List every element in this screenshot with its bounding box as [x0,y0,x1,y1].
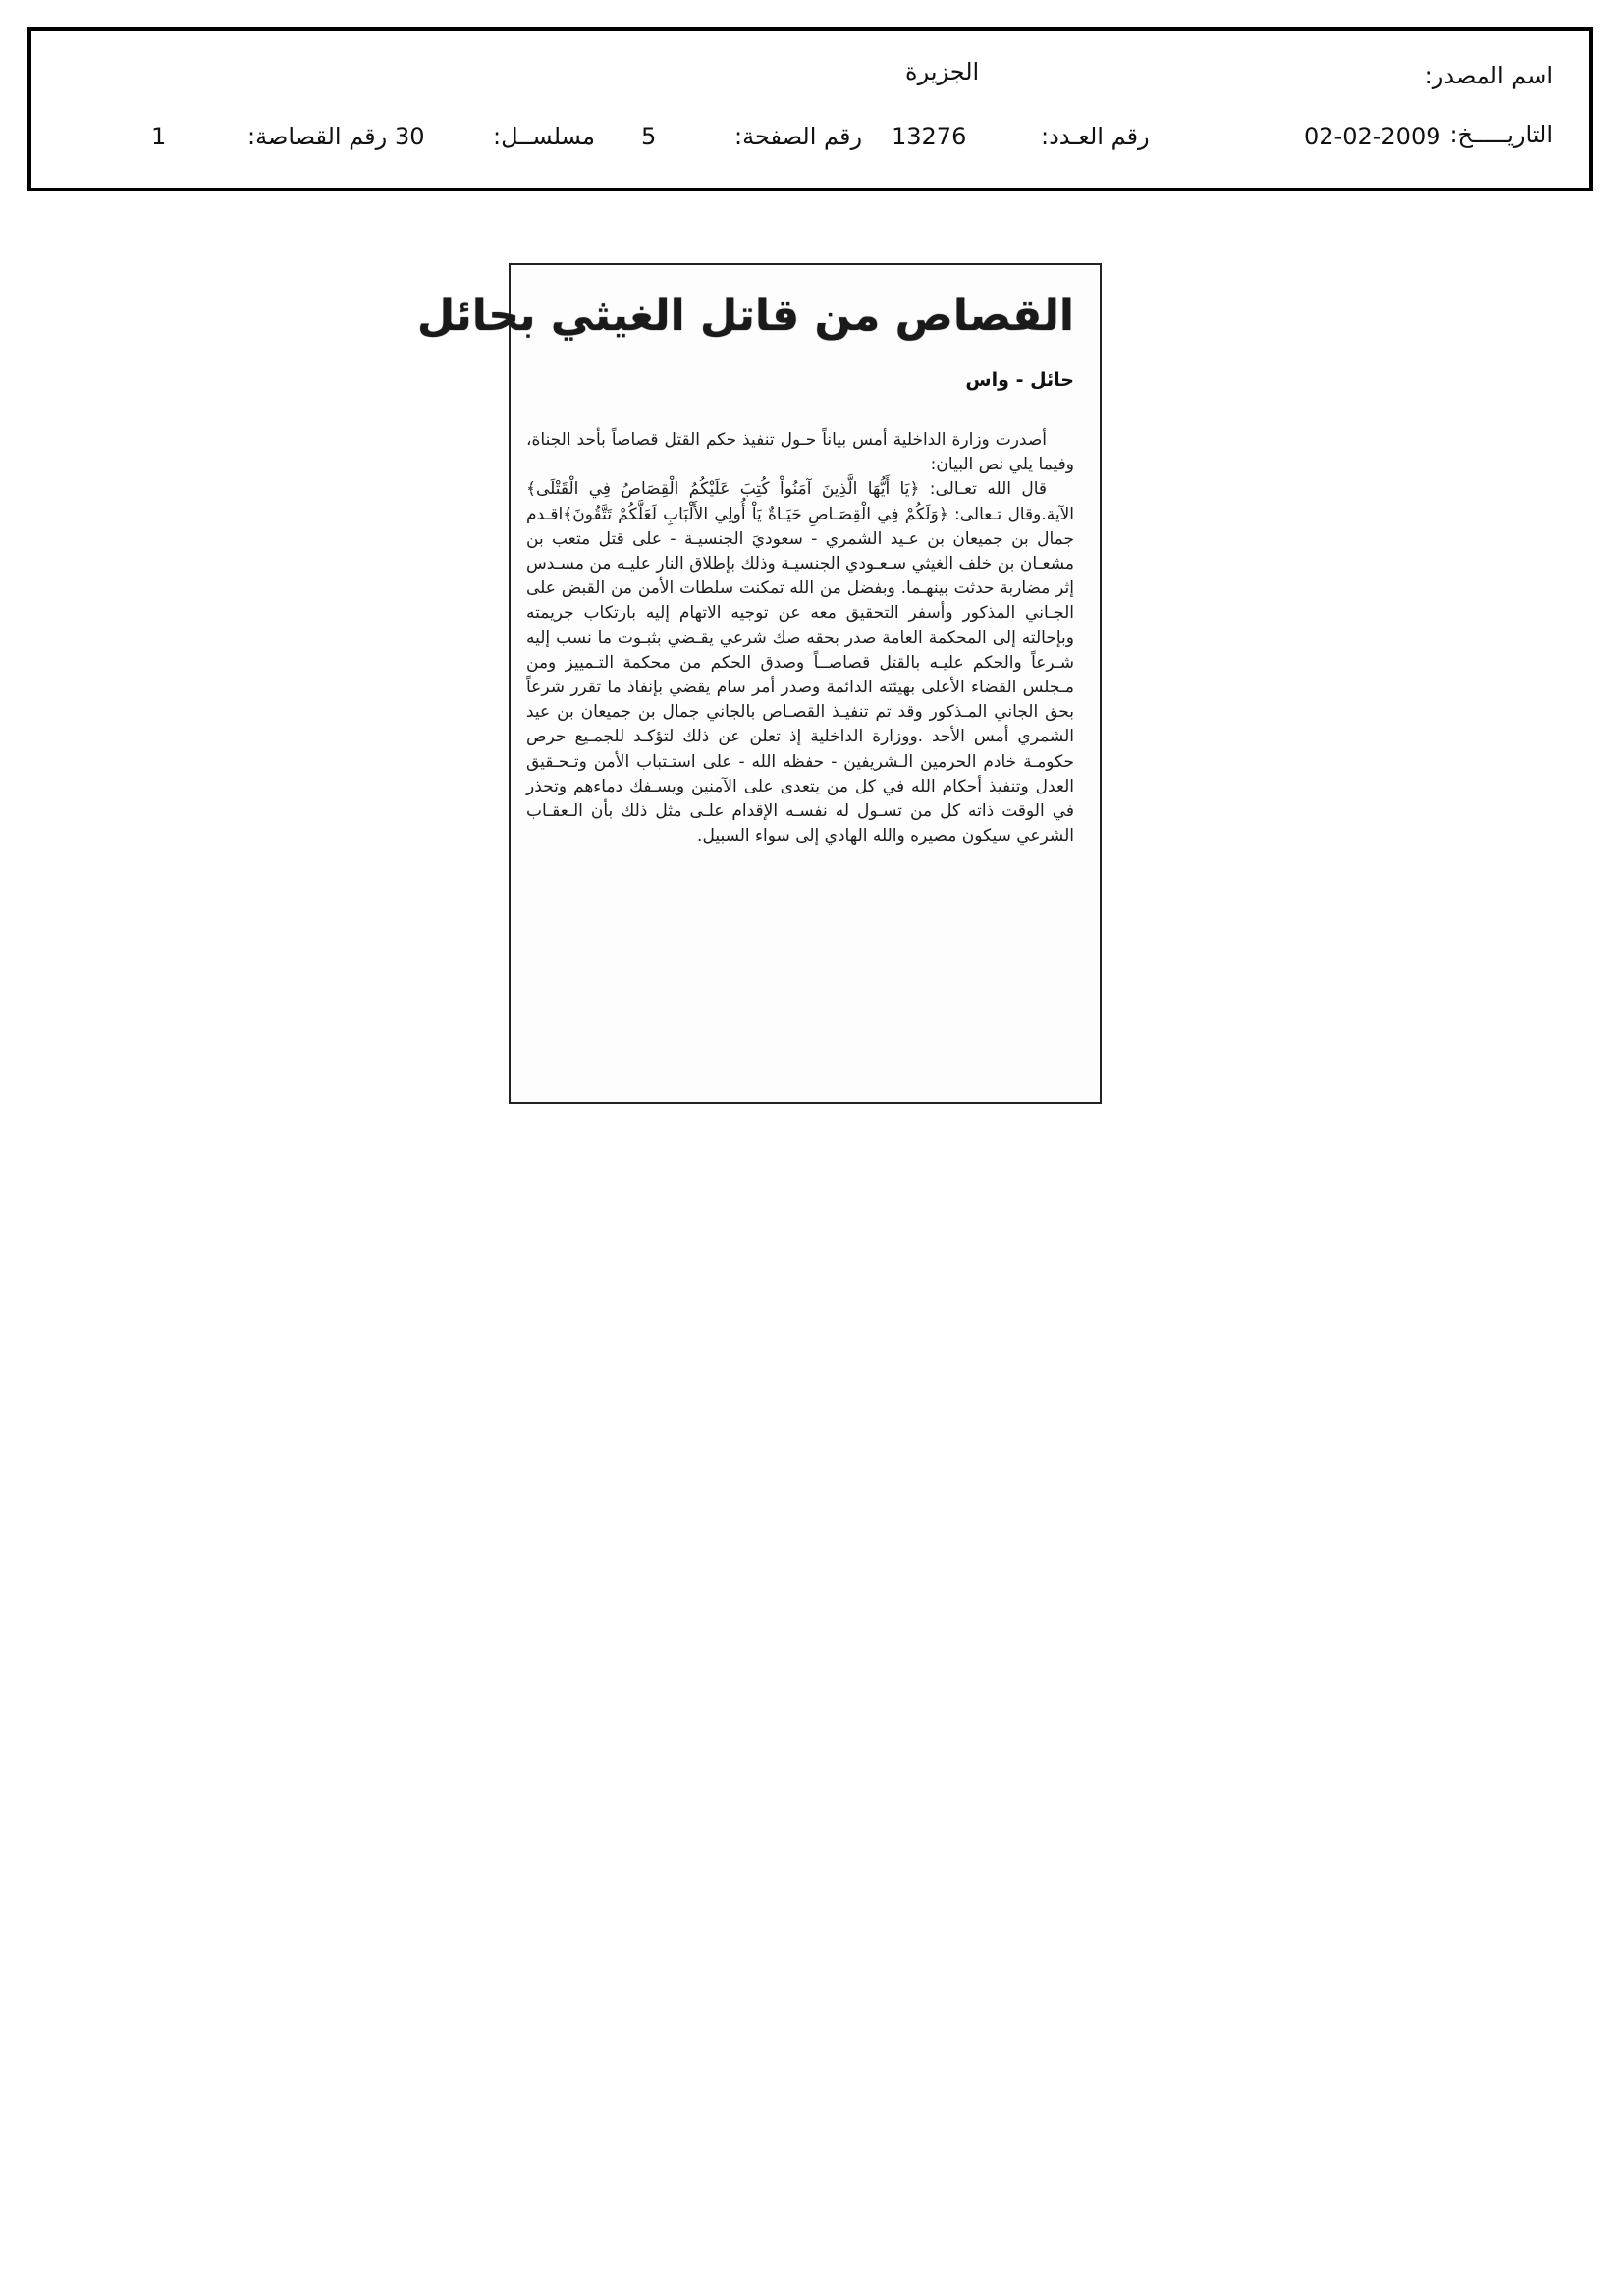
source-label: اسم المصدر: [1424,62,1553,89]
article-paragraph: أصدرت وزارة الداخلية أمس بياناً حـول تنفيذ حكم القتل قصاصاً بأحد الجناة، وفيما يلي نص البيان: [526,430,1074,475]
article-headline: القصاص من قاتل الغيثي بحائل [416,291,1074,341]
issue-label: رقم العـدد: [1041,123,1150,150]
serial-value: 30 [395,123,425,150]
article-body [526,428,1074,848]
serial-label: مسلســل: [493,123,595,150]
date-label: التاريـــــخ: [1449,121,1553,148]
date-value: 02-02-2009 [1304,123,1441,150]
article-paragraph: قال الله تعـالى: ﴿يَا أَيُّهَا الَّذِينَ آمَنُواْ كُتِبَ عَلَيْكُمُ الْقِصَاصُ فِي الْقَتْلَى﴾الآية.وقال تـعالى: ﴿وَلَكُمْ فِي الْقِصَـاصِ حَيَـاةٌ يَاْ أُولِي الأَلْبَابِ لَعَلَّكُمْ تَتَّقُونَ﴾اقـدم جمال بن جميعان بن عـيد الشمري - سعوديَ الجنسيـة - على قتل متعب بن مشعـان بن خلف الغيثي سـعـودي الجنسيـة وذلك بإطلاق النار عليـه من مسـدس إثر مضاربة حدثت بينهـما. وبفضل من الله تمكنت سلطات الأمن من القبض على الجـاني المذكور وأسفر التحقيق معه عن توجيه الاتهام إليه بارتكاب جريمته وبإحالته إلى المحكمة العامة صدر بحقه صك شرعي يقـضي بثبـوت ما نسب إليه شـرعاً والحكم عليـه بالقتل قصاصــاً وصدق الحكم من محكمة التـمييز ومن مـجلس القضاء الأعلى بهيئته الدائمة وصدر أمر سام يقضي بإنفاذ ما تقرر شرعاً بحق الجاني المـذكور وقد تم تنفيـذ القصـاص بالجاني جمال بن جميعان بن عيد الشمري أمس الأحد .ووزارة الداخلية إذ تعلن عن ذلك لتؤكـد للجمـيع حرص حكومـة خادم الحرمين الـشريفين - حفظه الله - على استـتباب الأمن وتـحـقيق العدل وتنفيذ أحكام الله في كل من يتعدى على الآمنين ويسـفك دماءهم وتحذر في الوقت ذاته كل من تسـول له نفسـه الإقدام علـى مثل ذلك بأن الـعقـاب الشرعي سيكون مصيره والله الهادي إلى سواء السبيل. [526,479,1074,847]
source-value: الجزيرة [905,58,980,85]
page-value: 5 [641,123,657,150]
clip-number-label: رقم القصاصة: [247,123,388,150]
clip-number-value: 1 [151,123,167,150]
newspaper-clipping [416,263,1102,1104]
issue-value: 13276 [892,123,967,150]
article-dateline: حائل - واس [965,369,1074,391]
clipping-metadata-box [27,27,1593,191]
page-label: رقم الصفحة: [734,123,863,150]
